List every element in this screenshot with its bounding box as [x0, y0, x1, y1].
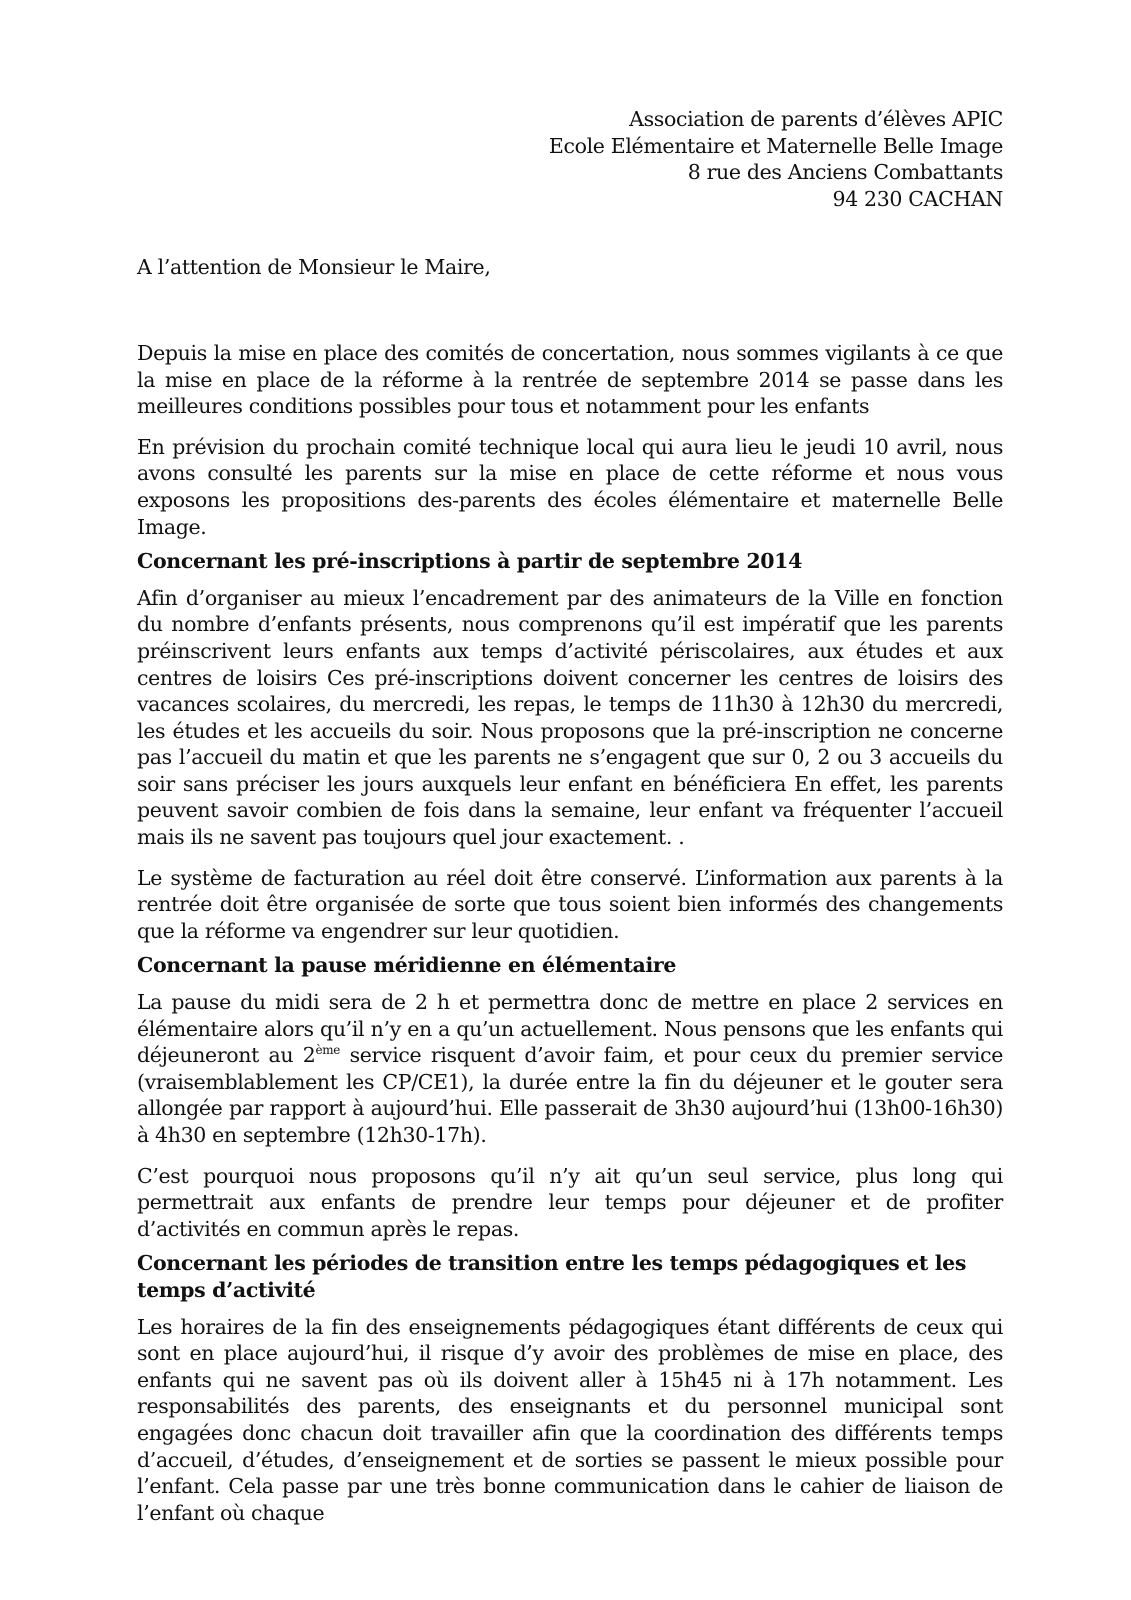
- address-line-street: 8 rue des Anciens Combattants: [687, 160, 1003, 185]
- preinscriptions-paragraph-1: Afin d’organiser au mieux l’encadrement par des animateurs de la Ville en fonction du nombre d’enfants présents, nous comprenons qu’il est impératif que les parents préinscrivent leurs enfants aux temps d’activité périscolaires, aux études et aux centres de loisirs Ces pré-inscriptions doivent concerner les centres de loisirs des vacances scolaires, du mercredi, les repas, le temps de 11h30 à 12h30 du mercredi, les études et les accueils du soir. Nous proposons que la pré-inscription ne concerne pas l’accueil du matin et que les parents ne s’engagent que sur 0, 2 ou 3 accueils du soir sans préciser les jours auxquels leur enfant en bénéficiera En effet, les parents peuvent savoir combien de fois dans la semaine, leur enfant va fréquenter l’accueil mais ils ne savent pas toujours quel jour exactement. .: [137, 585, 1003, 850]
- section-heading-preinscriptions: Concernant les pré-inscriptions à partir de septembre 2014: [137, 549, 802, 574]
- sender-address: [137, 106, 1003, 212]
- address-line-association: Association de parents d’élèves APIC: [629, 107, 1003, 131]
- pause-meridienne-paragraph-1: [137, 989, 1003, 1149]
- address-line-school: Ecole Elémentaire et Maternelle Belle Image: [548, 133, 1003, 158]
- address-line-city: 94 230 CACHAN: [832, 186, 1003, 211]
- pause-text-part-2: service risquent d’avoir faim, et pour ceux du premier service (vraisemblablement les CP/CE1), la durée entre la fin du déjeuner et le gouter sera allongée par rapport à aujourd’hui. Elle passerait de 3h30 aujourd’hui (13h00-16h30) à 4h30 en septembre (12h30-17h).: [137, 1043, 1003, 1147]
- intro-paragraph-1: Depuis la mise en place des comités de concertation, nous sommes vigilants à ce que la mise en place de la réforme à la rentrée de septembre 2014 se passe dans les meilleures conditions possibles pour tous et notamment pour les enfants: [137, 340, 1003, 419]
- section-heading-transition: Concernant les périodes de transition entre les temps pédagogiques et les temps d’activité: [137, 1251, 967, 1302]
- section-heading-pause-meridienne: Concernant la pause méridienne en élémentaire: [137, 953, 677, 978]
- pause-meridienne-paragraph-2: C’est pourquoi nous proposons qu’il n’y ait qu’un seul service, plus long qui permettrait aux enfants de prendre leur temps pour déjeuner et de profiter d’activités en commun après le repas.: [137, 1163, 1003, 1241]
- pause-text-part-1: La pause du midi sera de 2 h et permettra donc de mettre en place 2 services en élémentaire alors qu’il n’y en a qu’un actuellement. Nous pensons que les enfants qui déjeuneront au 2: [137, 990, 1003, 1068]
- salutation: A l’attention de Monsieur le Maire,: [137, 255, 491, 280]
- intro-paragraph-2: En prévision du prochain comité technique local qui aura lieu le jeudi 10 avril, nous avons consulté les parents sur la mise en place de cette réforme et nous vous exposons les propositions des-parents des écoles élémentaire et maternelle Belle Image.: [137, 434, 1003, 539]
- letter-page: [137, 106, 1003, 1526]
- ordinal-superscript: ème: [315, 1043, 341, 1058]
- preinscriptions-paragraph-2: Le système de facturation au réel doit être conservé. L’information aux parents à la rentrée doit être organisée de sorte que tous soient bien informés des changements que la réforme va engendrer sur leur quotidien.: [137, 865, 1003, 943]
- transition-paragraph-1: Les horaires de la fin des enseignements pédagogiques étant différents de ceux qui sont en place aujourd’hui, il risque d’y avoir des problèmes de mise en place, des enfants qui ne savent pas où ils doivent aller à 15h45 ni à 17h notamment. Les responsabilités des parents, des enseignants et du personnel municipal sont engagées donc chacun doit travailler afin que la coordination des différents temps d’accueil, d’études, d’enseignement et de sorties se passent le mieux possible pour l’enfant. Cela passe par une très bonne communication dans le cahier de liaison de l’enfant où chaque: [137, 1314, 1003, 1525]
